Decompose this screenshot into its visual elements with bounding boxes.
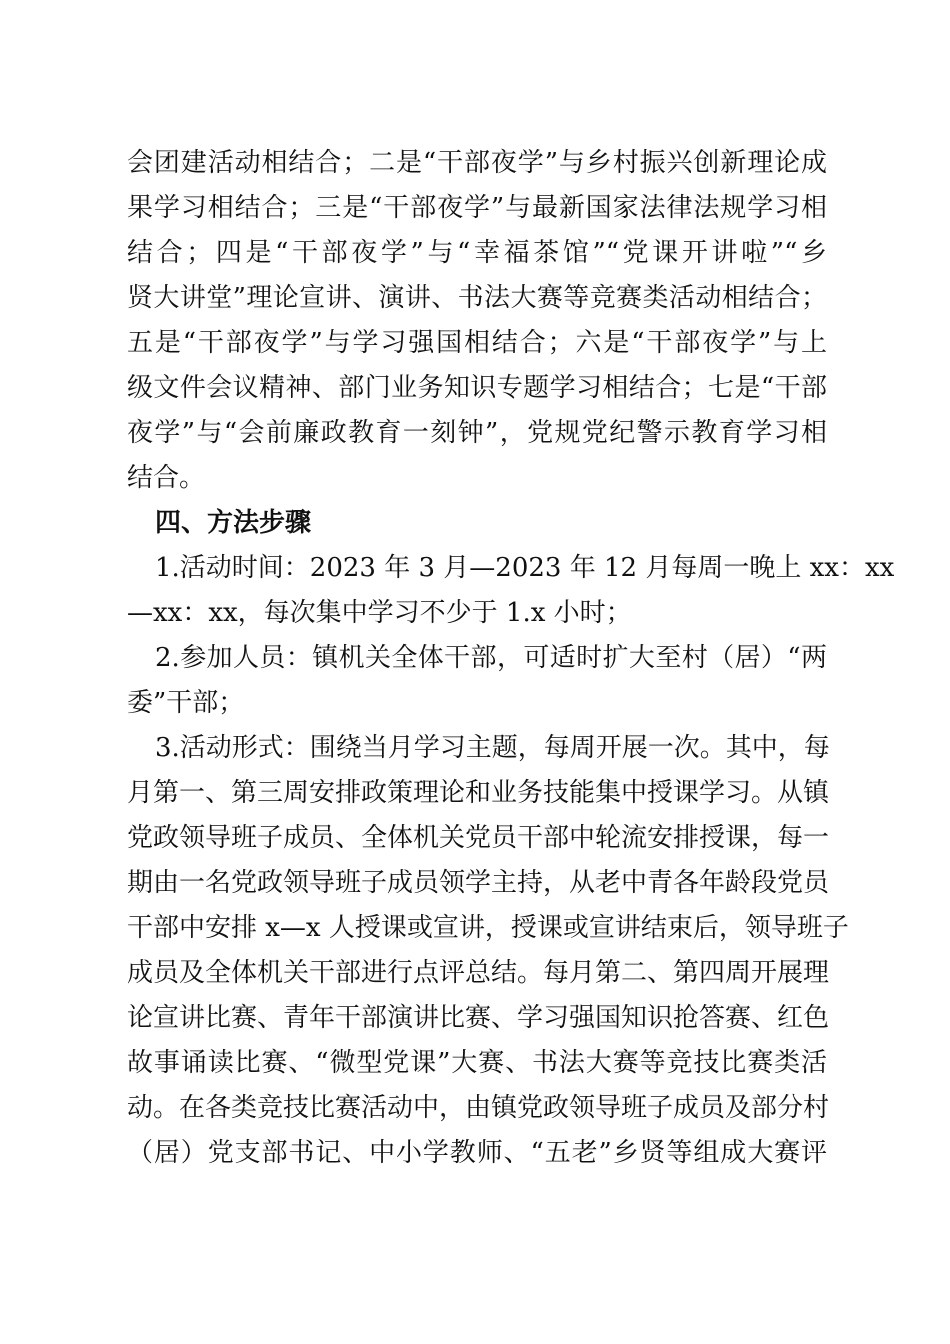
text-line: 级文件会议精神、部门业务知识专题学习相结合；七是“干部 bbox=[127, 373, 827, 403]
text-line: 2.参加人员：镇机关全体干部，可适时扩大至村（居）“两 bbox=[155, 643, 827, 673]
text-line: 期由一名党政领导班子成员领学主持，从老中青各年龄段党员 bbox=[127, 868, 830, 898]
text-line: 果学习相结合；三是“干部夜学”与最新国家法律法规学习相 bbox=[127, 193, 827, 223]
text-line: 月第一、第三周安排政策理论和业务技能集中授课学习。从镇 bbox=[127, 778, 830, 808]
text-line: 五是“干部夜学”与学习强国相结合；六是“干部夜学”与上 bbox=[127, 328, 827, 358]
text-line: —xx：xx，每次集中学习不少于 1.x 小时； bbox=[127, 598, 632, 628]
text-line: 干部中安排 x—x 人授课或宣讲，授课或宣讲结束后，领导班子 bbox=[127, 913, 849, 943]
text-line: 会团建活动相结合；二是“干部夜学”与乡村振兴创新理论成 bbox=[127, 148, 827, 178]
text-line: 委”干部； bbox=[127, 688, 245, 718]
text-line: 3.活动形式：围绕当月学习主题，每周开展一次。其中，每 bbox=[155, 733, 830, 763]
text-line: 党政领导班子成员、全体机关党员干部中轮流安排授课，每一 bbox=[127, 823, 830, 853]
text-line: 成员及全体机关干部进行点评总结。每月第二、第四周开展理 bbox=[127, 958, 830, 988]
text-line: 结合；四是“干部夜学”与“幸福茶馆”“党课开讲啦”“乡 bbox=[127, 238, 827, 268]
text-line: 故事诵读比赛、“微型党课”大赛、书法大赛等竞技比赛类活 bbox=[127, 1048, 827, 1078]
text-line: 夜学”与“会前廉政教育一刻钟”，党规党纪警示教育学习相 bbox=[127, 418, 827, 448]
text-line: 结合。 bbox=[127, 463, 206, 493]
text-line: 贤大讲堂”理论宣讲、演讲、书法大赛等竞赛类活动相结合； bbox=[127, 283, 827, 313]
text-line: （居）党支部书记、中小学教师、“五老”乡贤等组成大赛评 bbox=[127, 1138, 827, 1168]
text-line: 论宣讲比赛、青年干部演讲比赛、学习强国知识抢答赛、红色 bbox=[127, 1003, 830, 1033]
text-line: 动。在各类竞技比赛活动中，由镇党政领导班子成员及部分村 bbox=[127, 1093, 830, 1123]
text-line: 1.活动时间：2023 年 3 月—2023 年 12 月每周一晚上 xx：xx bbox=[155, 553, 895, 583]
section-heading: 四、方法步骤 bbox=[155, 508, 312, 538]
